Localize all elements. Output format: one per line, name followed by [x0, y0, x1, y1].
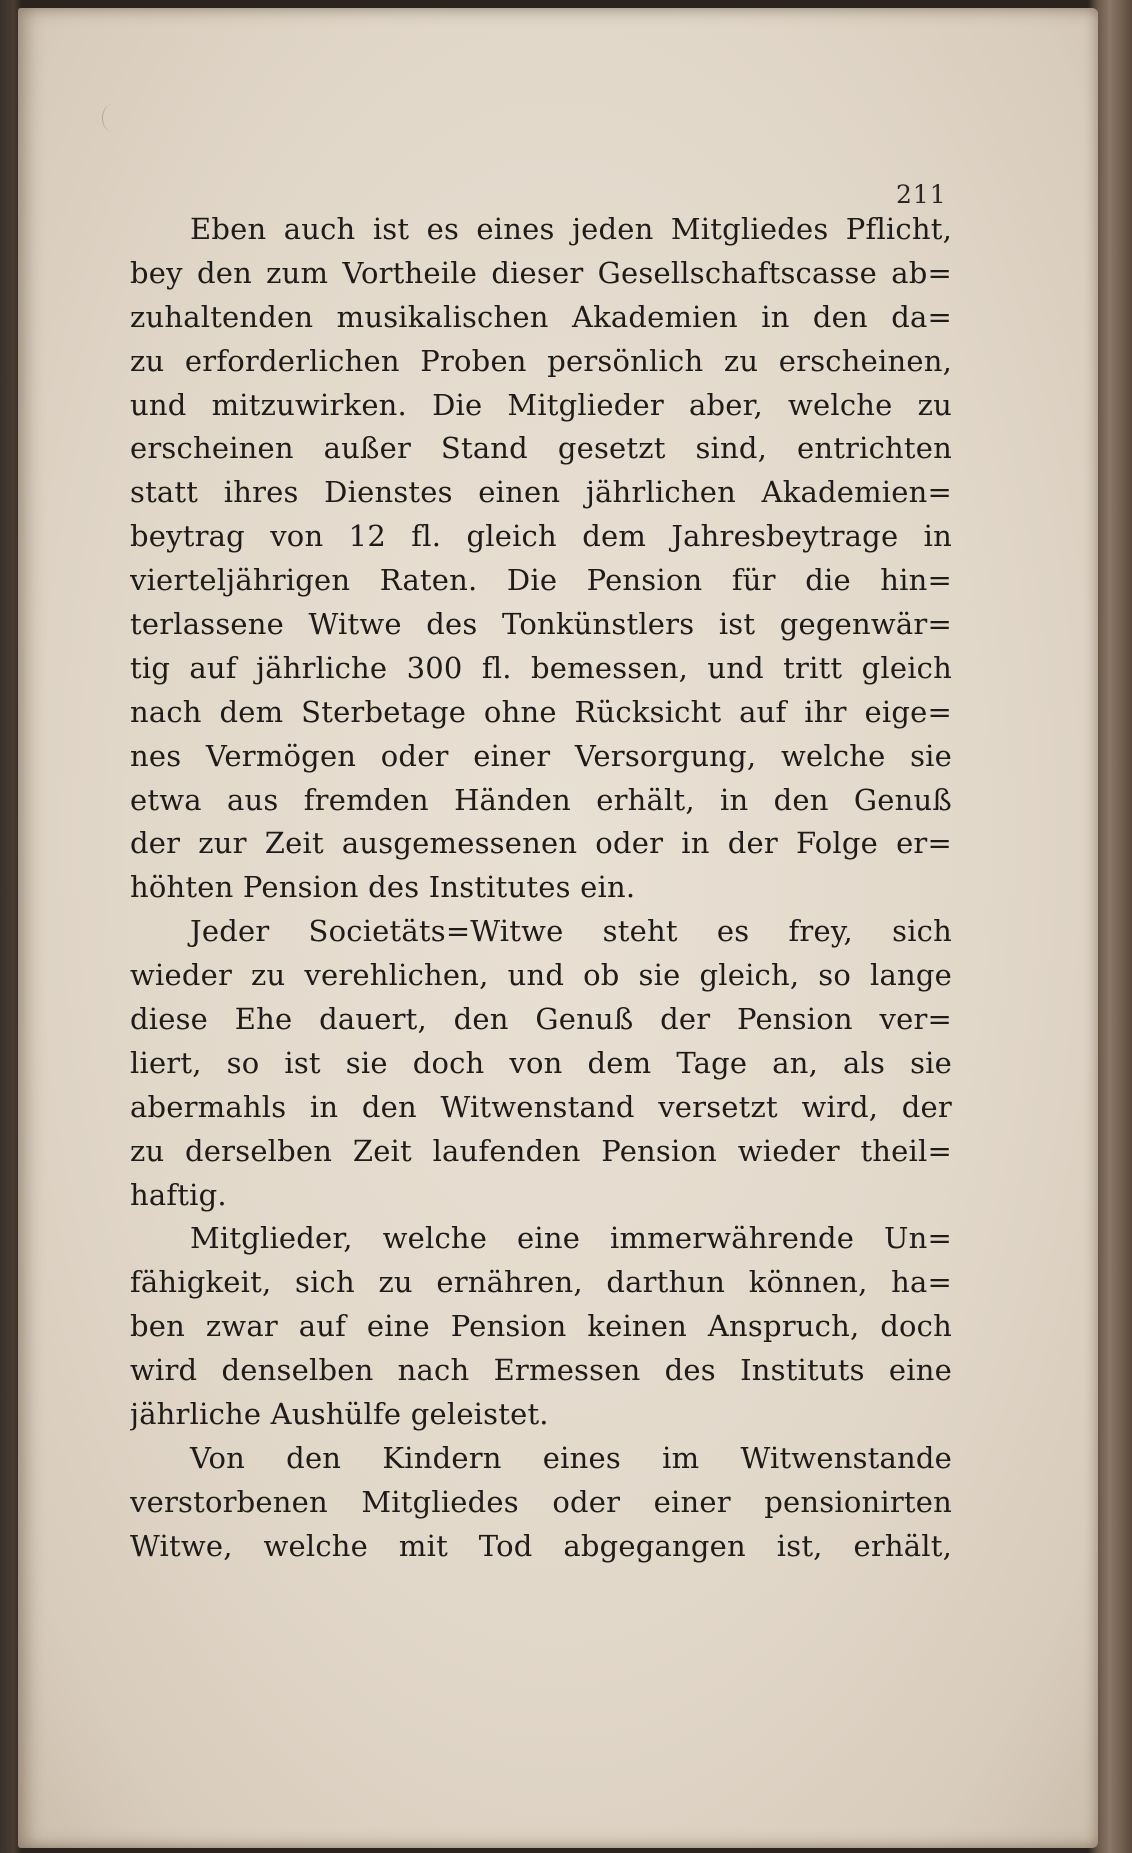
book-page [18, 8, 1098, 1848]
text-line: jährliche Aushülfe geleistet. [130, 1397, 549, 1432]
text-line: zu erforderlichen Proben persönlich zu erscheinen, [130, 343, 952, 378]
text-line: und mitzuwirken. Die Mitglieder aber, welche zu [130, 387, 952, 422]
text-line: fähigkeit, sich zu ernähren, darthun können, ha= [130, 1265, 952, 1300]
text-line: der zur Zeit ausgemessenen oder in der Folge er= [130, 826, 952, 861]
text-line: höhten Pension des Institutes ein. [130, 870, 636, 905]
text-line: Mitglieder, welche eine immerwährende Un= [190, 1221, 952, 1256]
text-line: nach dem Sterbetage ohne Rücksicht auf ihr eige= [130, 694, 952, 729]
text-line: verstorbenen Mitgliedes oder einer pensionirten [130, 1484, 952, 1519]
text-line: Jeder Societäts=Witwe steht es frey, sich [190, 914, 952, 949]
text-line: tig auf jährliche 300 fl. bemessen, und tritt gleich [130, 650, 952, 685]
text-line: Eben auch ist es eines jeden Mitgliedes Pflicht, [190, 212, 952, 246]
text-line: haftig. [130, 1177, 227, 1212]
text-line: wird denselben nach Ermessen des Instituts eine [130, 1353, 952, 1388]
text-line: zuhaltenden musikalischen Akademien in den da= [130, 299, 952, 334]
text-line: nes Vermögen oder einer Versorgung, welche sie [130, 738, 952, 773]
text-line: Witwe, welche mit Tod abgegangen ist, erhält, [130, 1528, 952, 1563]
text-line: bey den zum Vortheile dieser Gesellschaftscasse ab= [130, 255, 952, 290]
text-line: ben zwar auf eine Pension keinen Anspruch, doch [130, 1309, 952, 1344]
text-line: zu derselben Zeit laufenden Pension wieder theil= [130, 1133, 952, 1168]
pencil-mark [102, 104, 123, 132]
text-line: statt ihres Dienstes einen jährlichen Akademien= [130, 475, 952, 510]
text-line: wieder zu verehlichen, und ob sie gleich, so lange [130, 958, 952, 993]
page-number: 211 [896, 180, 947, 209]
text-line: erscheinen außer Stand gesetzt sind, entrichten [130, 431, 952, 466]
text-line: Von den Kindern eines im Witwenstande [190, 1440, 952, 1475]
text-line: vierteljährigen Raten. Die Pension für die hin= [130, 563, 952, 598]
body-text [130, 208, 952, 1569]
text-line: beytrag von 12 fl. gleich dem Jahresbeytrage in [130, 519, 952, 554]
text-line: etwa aus fremden Händen erhält, in den Genuß [130, 782, 952, 817]
text-line: diese Ehe dauert, den Genuß der Pension ver= [130, 1002, 952, 1037]
text-line: liert, so ist sie doch von dem Tage an, als sie [130, 1045, 952, 1080]
text-line: abermahls in den Witwenstand versetzt wird, der [130, 1089, 952, 1124]
text-line: terlassene Witwe des Tonkünstlers ist gegenwär= [130, 607, 952, 642]
